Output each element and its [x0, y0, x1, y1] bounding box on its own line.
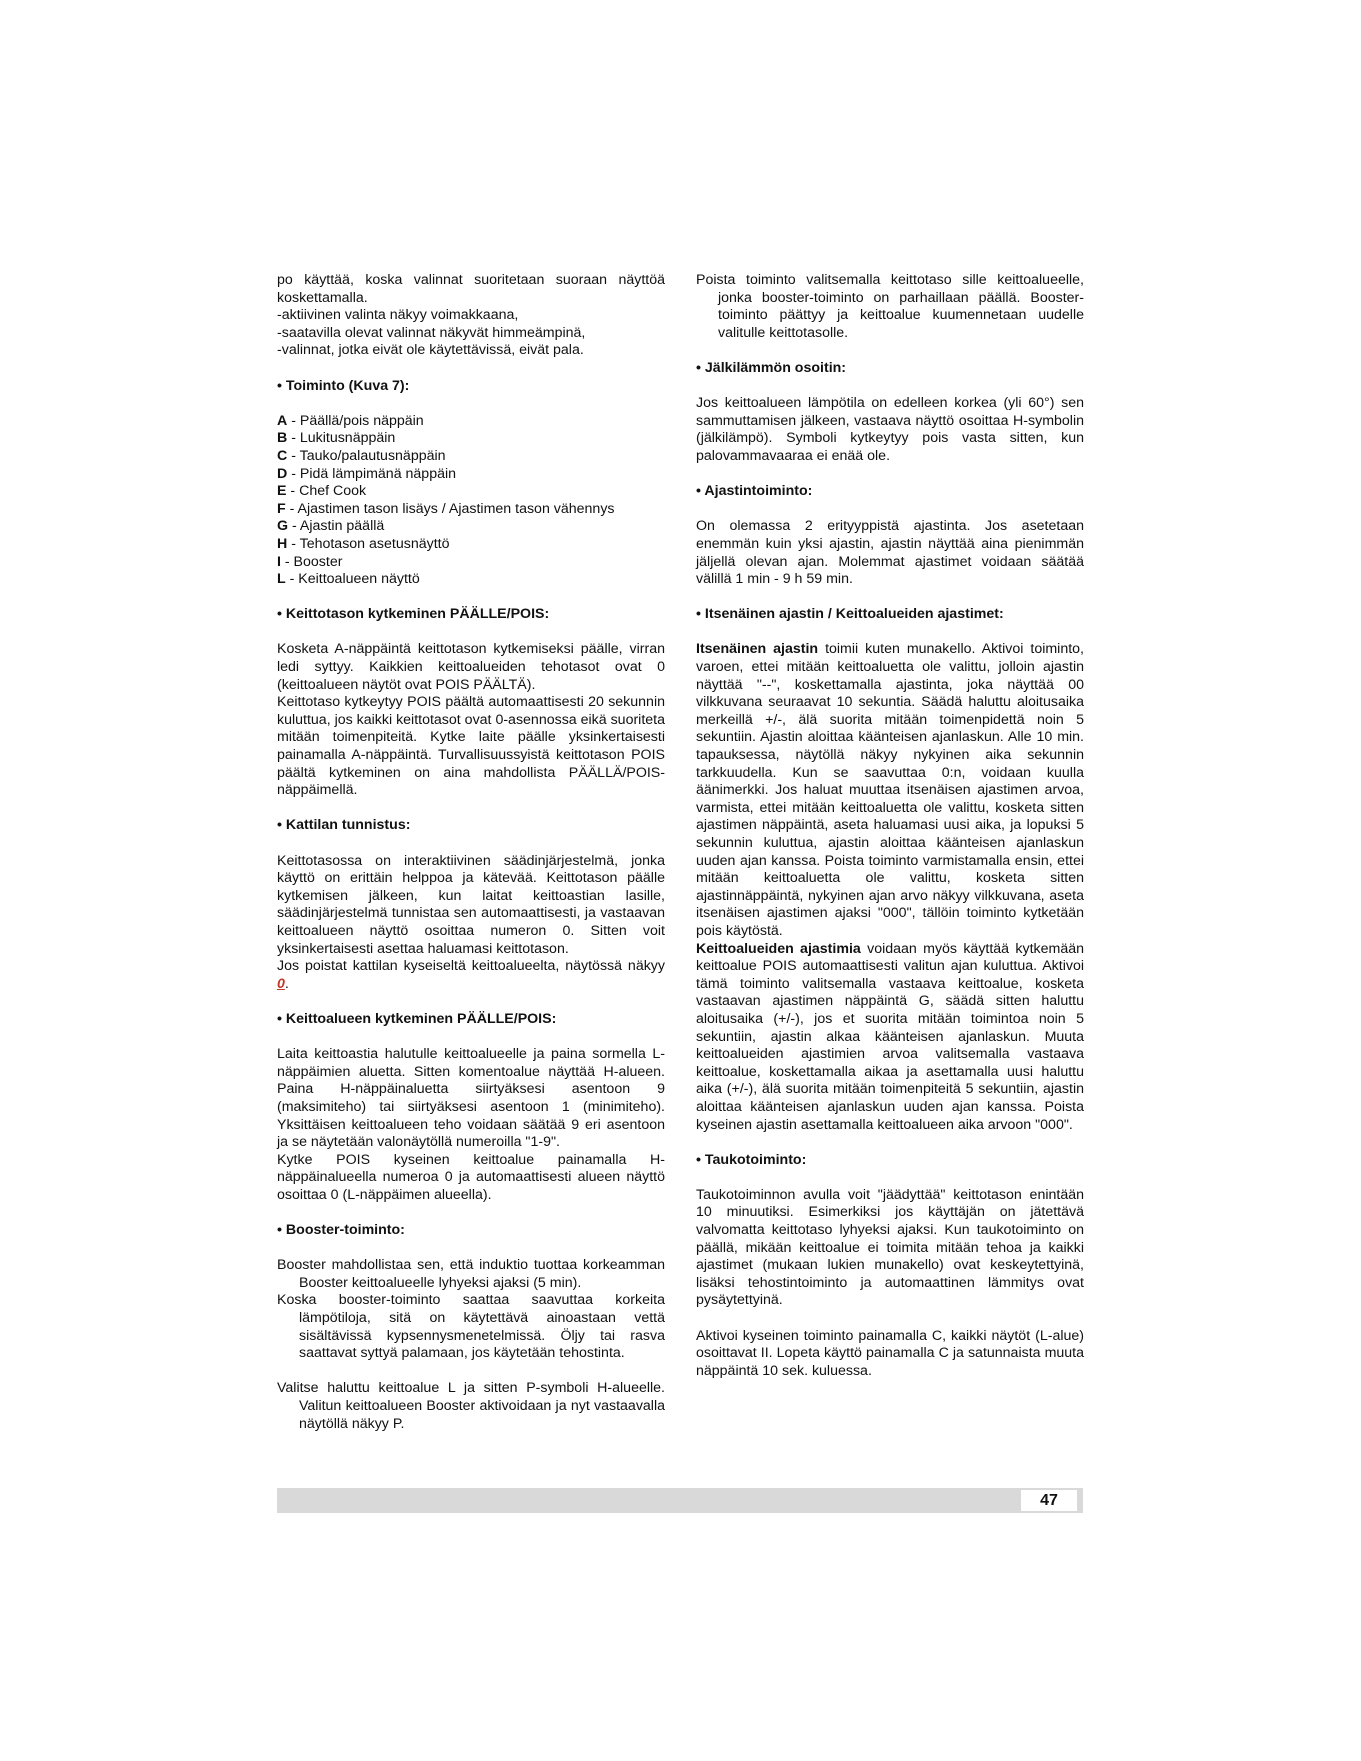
intro-list-item: -saatavilla olevat valinnat näkyvät himmeämpinä,	[277, 324, 586, 341]
paragraph-text: Jos poistat kattilan kyseiseltä keittoalueelta, näytössä näkyy	[277, 958, 665, 975]
key-letter: L	[277, 571, 286, 588]
key-description: - Keittoalueen näyttö	[285, 571, 420, 588]
key-letter: C	[277, 447, 288, 464]
key-description: - Ajastimen tason lisäys / Ajastimen tason vähennys	[285, 500, 615, 517]
intro-text: po käyttää, koska valinnat suoritetaan suoraan näyttöä koskettamalla.	[277, 272, 665, 306]
paragraph: Taukotoiminnon avulla voit "jäädyttää" keittotason enintään 10 minuutiksi. Esimerkiksi jos käyttäjän on jätettävä valvomatta keittotaso lyhyeksi ajaksi. Kun taukotoiminto on päällä, mikään keittoalue ei toimita mitään tehoa ja kaikki ajastimet (mukaan lukien munakello) ovat keskeytettyinä, lisäksi tehostintoiminto ja automaattinen lämmitys ovat pysäytettyinä.	[696, 1186, 1084, 1309]
paragraph: Kosketa A-näppäintä keittotason kytkemiseksi päälle, virran ledi syttyy. Kaikkien keittoalueiden tehotasot ovat 0 (keittoalueen näytöt ovat POIS PÄÄLTÄ).	[277, 641, 665, 693]
list-item	[277, 448, 665, 466]
section-heading-keittoalueen-kytkeminen: • Keittoalueen kytkeminen PÄÄLLE/POIS:	[277, 1010, 557, 1027]
paragraph: Keittotaso kytkeytyy POIS päältä automaattisesti 20 sekunnin kuluttua, jos kaikki keittotasot ovat 0-asennossa eikä suoriteta mitään toimenpiteitä. Kytke laite päälle yksinkertaisesti painamalla A-näppäintä. Turvallisuussyistä keittotason POIS päältä kytkeminen on aina mahdollista PÄÄLLÄ/POIS-näppäimellä.	[277, 694, 666, 799]
key-description: - Ajastin päällä	[288, 518, 385, 535]
list-item	[277, 501, 665, 519]
paragraph: Koska booster-toiminto saattaa saavuttaa korkeita lämpötiloja, sitä on käytettävä ainoastaan vettä sisältävissä kypsennysmenetelmissä. Öljy tai rasva saattavat syttyä palamaan, jos käytetään tehostinta.	[277, 1292, 665, 1362]
page-number: 47	[1021, 1490, 1077, 1511]
section-heading-itsenainen-ajastin: • Itsenäinen ajastin / Keittoalueiden ajastimet:	[696, 606, 1004, 623]
paragraph: Poista toiminto valitsemalla keittotaso sille keittoalueelle, jonka booster-toiminto on parhaillaan päällä. Booster-toiminto päättyy ja keittoalue kuumennetaan uudelle valitulle keittotasolle.	[696, 272, 1084, 341]
left-column	[277, 272, 665, 1433]
paragraph: Laita keittoastia halutulle keittoalueelle ja paina sormella L-näppäimien aluetta. Sitten komentoalue näyttää H-alueen. Paina H-näppäinaluetta siirtyäksesi asentoon 9 (maksimiteho) tai siirtyäksesi asentoon 1 (minimiteho). Yksittäisen keittoalueen teho voidaan säätää 9 eri asentoon ja se näytetään valonäytöllä numeroilla "1-9".	[277, 1046, 665, 1151]
list-item	[277, 430, 665, 448]
key-letter: I	[277, 553, 281, 570]
section-heading-ajastintoiminto: • Ajastintoiminto:	[696, 483, 813, 500]
key-letter: B	[277, 430, 288, 447]
section-heading-booster: • Booster-toiminto:	[277, 1222, 405, 1239]
intro-list-item: -valinnat, jotka eivät ole käytettävissä, eivät pala.	[277, 342, 584, 359]
footer-bar	[277, 1488, 1083, 1513]
key-description: - Pidä lämpimänä näppäin	[287, 465, 457, 482]
section-heading-jalkilampo: • Jälkilämmön osoitin:	[696, 359, 847, 376]
key-letter: D	[277, 465, 288, 482]
list-item	[277, 536, 665, 554]
paragraph-text: voidaan myös käyttää kytkemään keittoalue POIS automaattisesti valitun ajan kuluttua. Aktivoi tämä toiminto valitsemalla vastaava keittoalue, kosketa vastaavan ajastimen näppäintä G, säädä sitten haluttu aloitusaika (+/-), jos et suorita mitään toimintoa noin 5 sekuntiin, ajastin alkaa käänteisen ajanlaskun. Muuta keittoalueiden ajastimien arvoa valitsemalla vastaava keittoalue, koskettamalla aikaa ja asettamalla uusi haluttu aika (+/-), älä suorita mitään toimenpiteitä 5 sekuntiin, ajastin aloittaa käänteisen ajanlaskun uuden ajan kanssa. Poista kyseinen ajastin asettamalla keittoalueen aika arvoon "000".	[696, 940, 1084, 1133]
key-letter: A	[277, 412, 288, 429]
key-description: - Tauko/palautusnäppäin	[287, 447, 446, 464]
section-heading-taukotoiminto: • Taukotoiminto:	[696, 1151, 807, 1168]
paragraph: Valitse haluttu keittoalue L ja sitten P-symboli H-alueelle. Valitun keittoalueen Booster aktivoidaan ja nyt vastaavalla näytöllä näkyy P.	[277, 1380, 665, 1432]
list-item	[277, 518, 665, 536]
key-letter: H	[277, 535, 288, 552]
list-item	[277, 554, 665, 572]
paragraph-lead: Keittoalueiden ajastimia	[696, 940, 861, 957]
section-heading-toiminto: • Toiminto (Kuva 7):	[277, 377, 410, 394]
no-pan-symbol: 0	[277, 975, 285, 992]
paragraph: Keittotasossa on interaktiivinen säädinjärjestelmä, jonka käyttö on erittäin helppoa ja kätevää. Keittotason päälle kytkemisen jälkeen, kun laitat keittoastian lasille, säädinjärjestelmä tunnistaa sen automaattisesti, ja vastaavan keittoalueen näyttö osoittaa numeron 0. Sitten voit yksinkertaisesti asettaa haluamasi keittotason.	[277, 852, 665, 957]
paragraph: Jos keittoalueen lämpötila on edelleen korkea (yli 60°) sen sammuttamisen jälkeen, vastaava näyttö osoittaa H-symbolin (jälkilämpö). Symboli kytkeytyy pois vasta sitten, kun palovammavaaraa ei enää ole.	[696, 395, 1084, 464]
key-letter: G	[277, 518, 289, 535]
key-letter: E	[277, 483, 287, 500]
paragraph	[696, 941, 1084, 1135]
right-column	[696, 272, 1084, 1380]
key-letter: F	[277, 500, 286, 517]
function-key-list	[277, 413, 665, 589]
key-description: - Lukitusnäppäin	[287, 430, 396, 447]
paragraph-text: toimii kuten munakello. Aktivoi toiminto, varoen, ettei mitään keittoaluetta ole valittu, jolloin ajastin näyttää "--", koskettamalla ajastinta, joka näyttää 00 vilkkuvana seuraavat 10 sekuntia. Säädä haluttu aloitusaika merkeillä +/-, älä suorita mitään toimenpidettä noin 5 sekuntiin. Ajastin aloittaa käänteisen ajanlaskun. Alle 10 min. tapauksessa, näytöllä näkyy nykyinen aika sekunnin tarkkuudella. Kun se saavuttaa 0:n, voidaan kuulla äänimerkki. Jos haluat muuttaa itsenäisen ajastimen arvoa, varmista, ettei mitään keittoaluetta ole valittu, kosketa sitten ajastimen näppäintä, aseta haluamasi uusi aika, ja lopuksi 5 sekunnin kuluttua, ajastin aloittaa käänteisen ajanlaskun uuden ajan kanssa. Poista toiminto varmistamalla ensin, ettei mitään keittoaluetta ole valittu, kosketa sitten ajastinnäppäintä, nykyinen ajan arvo näkyy vilkkuvana, aseta itsenäisen ajastimen ajaksi "000", tällöin toiminto kytketään pois käytöstä.	[696, 641, 1084, 939]
paragraph: Aktivoi kyseinen toiminto painamalla C, kaikki näytöt (L-alue) osoittavat II. Lopeta käyttö painamalla C ja satunnaista muuta näppäintä 10 sek. kuluessa.	[696, 1327, 1084, 1379]
section-heading-keittotason-kytkeminen: • Keittotason kytkeminen PÄÄLLE/POIS:	[277, 606, 550, 623]
list-item	[277, 413, 665, 431]
key-description: - Booster	[280, 553, 343, 570]
paragraph: On olemassa 2 erityyppistä ajastinta. Jos asetetaan enemmän kuin yksi ajastin, ajastin näyttää aina pienimmän jäljellä olevan ajan. Molemmat ajastimet voidaan säätää välillä 1 min - 9 h 59 min.	[696, 518, 1084, 588]
list-item	[277, 466, 665, 484]
paragraph-lead: Itsenäinen ajastin	[696, 641, 819, 658]
paragraph	[277, 958, 665, 993]
paragraph: Booster mahdollistaa sen, että induktio tuottaa korkeamman Booster keittoalueelle lyhyeksi ajaksi (5 min).	[277, 1257, 665, 1291]
key-description: - Chef Cook	[286, 483, 367, 500]
key-description: - Päällä/pois näppäin	[287, 412, 424, 429]
key-description: - Tehotason asetusnäyttö	[287, 535, 450, 552]
list-item	[277, 483, 665, 501]
list-item	[277, 571, 665, 589]
intro-list-item: -aktiivinen valinta näkyy voimakkaana,	[277, 307, 519, 324]
paragraph-end: .	[284, 975, 289, 992]
section-heading-kattilan-tunnistus: • Kattilan tunnistus:	[277, 817, 411, 834]
paragraph: Kytke POIS kyseinen keittoalue painamalla H-näppäinalueella numeroa 0 ja automaattisesti alueen näyttö osoittaa 0 (L-näppäimen alueella).	[277, 1151, 665, 1203]
paragraph	[696, 641, 1084, 940]
